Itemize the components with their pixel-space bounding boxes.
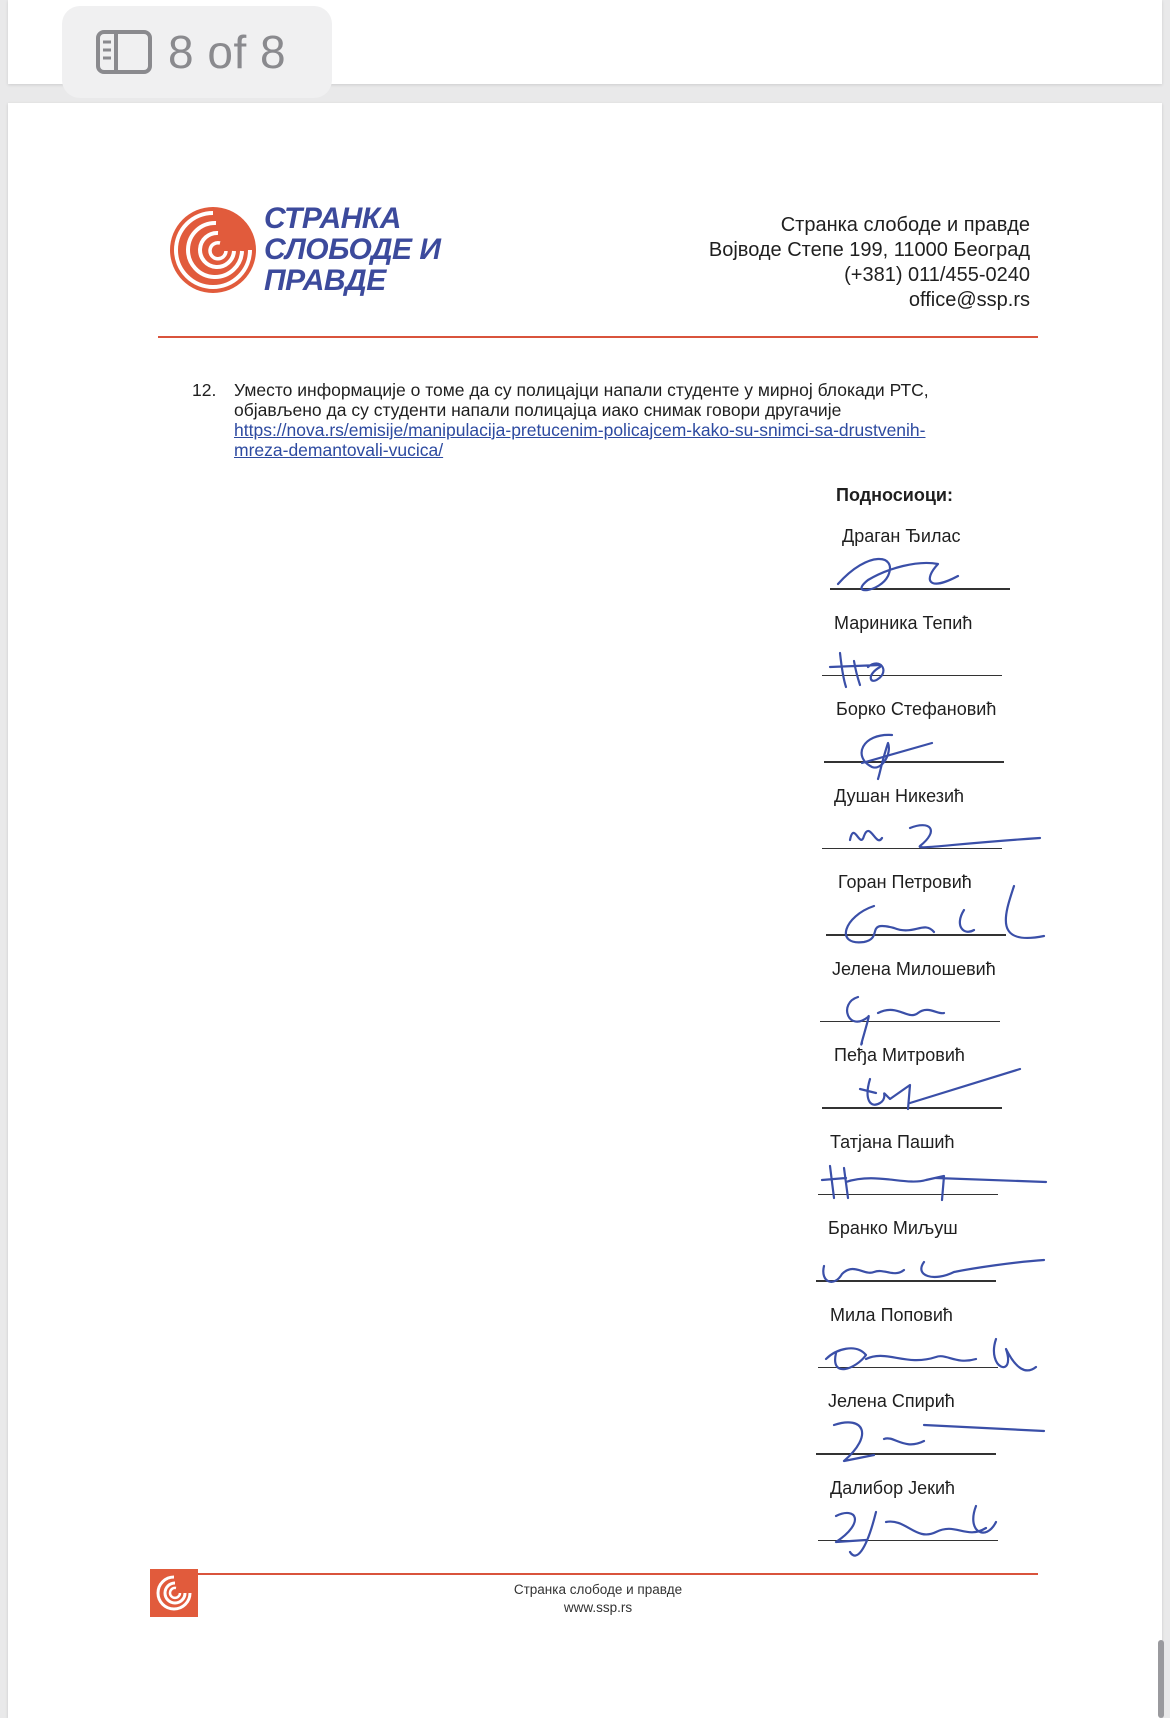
signatory-name: Драган Ђилас: [842, 526, 961, 546]
footer-party-name: Странка слободе и правде: [513, 1582, 683, 1597]
signatory: [828, 1218, 1068, 1298]
party-logo-text: СТРАНКА СЛОБОДЕ И ПРАВДЕ: [264, 202, 441, 297]
signatory-name: Горан Петровић: [838, 872, 972, 892]
signatory-name: Борко Стефановић: [836, 699, 997, 719]
signature-scribble: [820, 1059, 1050, 1129]
signatory: [838, 872, 1078, 952]
signatory-name: Јелена Спирић: [828, 1391, 955, 1411]
signatory: [836, 699, 1076, 779]
signatory-name: Татјана Пашић: [830, 1131, 955, 1152]
footer-divider: [198, 1573, 1038, 1575]
signatory-name: Далибор Јекић: [830, 1477, 956, 1498]
header-divider: [158, 336, 1038, 338]
signatory: [830, 1478, 1070, 1558]
address-party-name: Странка слободе и правде: [780, 214, 1030, 236]
address-phone: (+381) 011/455-0240: [844, 264, 1030, 286]
signature-scribble: [816, 1319, 1046, 1389]
signatory-name: Душан Никезић: [834, 785, 965, 806]
signatory: [828, 1391, 1068, 1471]
signature-scribble: [820, 800, 1050, 870]
signature-scribble: [814, 1232, 1044, 1302]
footer-text: [408, 1581, 788, 1617]
item-number: 12.: [192, 380, 217, 400]
address-email: office@ssp.rs: [908, 289, 1030, 311]
complaint-item: [192, 380, 1012, 460]
swirl-logo-icon: [150, 1569, 198, 1617]
item-link[interactable]: https://nova.rs/emisije/manipulacija-pretucenim-policajcem-kako-su-snimci-sa-drustvenih- mreza-demantovali-vucica/: [234, 420, 926, 460]
item-text: Уместо информације о томе да су полицајци напали студенте у мирној блокади РТС, објављено да су студенти напали полицајца иако снимак говори другачије: [234, 380, 929, 420]
document-page: [8, 103, 1162, 1718]
signatory-name: Мариника Тепић: [834, 612, 973, 633]
letterhead-address: [709, 213, 1030, 313]
signature-scribble: [814, 1405, 1044, 1475]
signatory-name: Мила Поповић: [830, 1304, 953, 1325]
signatory: [834, 786, 1074, 866]
signatory: [830, 1132, 1070, 1212]
signature-scribble: [818, 973, 1048, 1043]
signature-scribble: [824, 886, 1054, 956]
signatory: [830, 1305, 1070, 1385]
signatory: [834, 613, 1074, 693]
party-logo: [168, 203, 440, 296]
signature-scribble: [820, 627, 1050, 697]
swirl-logo-icon: [168, 205, 258, 295]
page-indicator-label: 8 of 8: [168, 26, 287, 78]
signature-scribble: [816, 1146, 1046, 1216]
page-indicator[interactable]: [62, 6, 332, 98]
signature-scribble: [828, 540, 1058, 610]
sidebar-icon[interactable]: [96, 30, 152, 74]
signatory: [834, 1045, 1074, 1125]
vertical-scrollbar[interactable]: [1158, 1640, 1164, 1718]
signatory: [842, 526, 1082, 606]
signatory-name: Пеђа Митровић: [834, 1045, 965, 1065]
footer-website: www.ssp.rs: [563, 1600, 633, 1615]
signature-scribble: [822, 713, 1052, 783]
address-street: Војводе Степе 199, 11000 Београд: [708, 239, 1030, 261]
signatory: [832, 959, 1072, 1039]
signatory-name: Јелена Милошевић: [832, 958, 996, 979]
signatories-heading: Подносиоци:: [836, 485, 953, 505]
signatory-name: Бранко Миљуш: [828, 1218, 958, 1238]
footer-logo: [150, 1569, 198, 1617]
signature-scribble: [816, 1492, 1046, 1562]
